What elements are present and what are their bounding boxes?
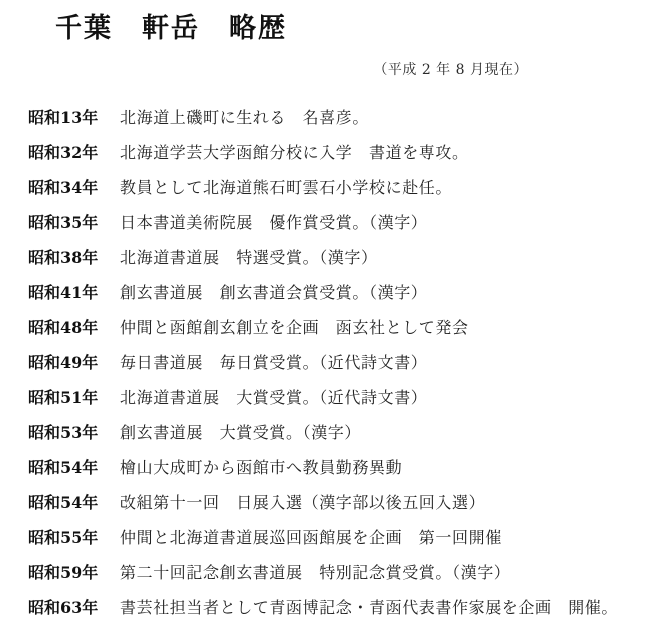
entry-row <box>0 210 646 245</box>
entry-text: 毎日書道展 毎日賞受賞。（近代詩文書） <box>120 353 428 372</box>
entry-year: 昭和54年 <box>28 458 99 477</box>
entry-year: 昭和32年 <box>28 143 99 162</box>
entry-year: 昭和41年 <box>28 283 99 302</box>
entry-row <box>0 420 646 455</box>
entry-row <box>0 315 646 350</box>
entry-text: 日本書道美術院展 優作賞受賞。（漢字） <box>120 213 428 232</box>
entry-text: 創玄書道展 大賞受賞。（漢字） <box>120 423 362 442</box>
entry-year: 昭和48年 <box>28 318 99 337</box>
entry-text: 仲間と函館創玄創立を企画 函玄社として発会 <box>120 318 469 337</box>
entry-text: 北海道書道展 特選受賞。（漢字） <box>120 248 378 267</box>
entry-text: 仲間と北海道書道展巡回函館展を企画 第一回開催 <box>120 528 502 547</box>
entry-row <box>0 525 646 560</box>
entry-text: 書芸社担当者として青函博記念・青函代表書作家展を企画 開催。 <box>120 598 619 617</box>
entry-year: 昭和53年 <box>28 423 99 442</box>
page-title: 千葉 軒岳 略歴 <box>55 13 287 44</box>
entry-row <box>0 455 646 490</box>
entry-year: 昭和35年 <box>28 213 99 232</box>
entry-text: 改組第十一回 日展入選（漢字部以後五回入選） <box>120 493 486 512</box>
entry-text: 檜山大成町から函館市へ教員勤務異動 <box>120 458 403 477</box>
entry-year: 昭和54年 <box>28 493 99 512</box>
entry-year: 昭和49年 <box>28 353 99 372</box>
entry-row <box>0 490 646 525</box>
entry-row <box>0 350 646 385</box>
entry-text: 創玄書道展 創玄書道会賞受賞。（漢字） <box>120 283 428 302</box>
entry-text: 北海道上磯町に生れる 名喜彦。 <box>120 108 370 127</box>
entry-year: 昭和34年 <box>28 178 99 197</box>
entry-text: 北海道書道展 大賞受賞。（近代詩文書） <box>120 388 428 407</box>
entry-row <box>0 175 646 210</box>
entry-row <box>0 560 646 595</box>
chronology-list <box>0 105 646 630</box>
entry-row <box>0 105 646 140</box>
entry-year: 昭和51年 <box>28 388 99 407</box>
entry-row <box>0 140 646 175</box>
entry-year: 昭和63年 <box>28 598 99 617</box>
entry-text: 第二十回記念創玄書道展 特別記念賞受賞。（漢字） <box>120 563 511 582</box>
entry-text: 北海道学芸大学函館分校に入学 書道を専攻。 <box>120 143 469 162</box>
entry-row <box>0 245 646 280</box>
entry-year: 昭和38年 <box>28 248 99 267</box>
entry-row <box>0 280 646 315</box>
entry-year: 昭和59年 <box>28 563 99 582</box>
entry-row <box>0 595 646 630</box>
as-of-date: （平成 2 年 8 月現在） <box>373 62 528 78</box>
entry-year: 昭和13年 <box>28 108 99 127</box>
entry-row <box>0 385 646 420</box>
entry-year: 昭和55年 <box>28 528 99 547</box>
entry-text: 教員として北海道熊石町雲石小学校に赴任。 <box>120 178 453 197</box>
